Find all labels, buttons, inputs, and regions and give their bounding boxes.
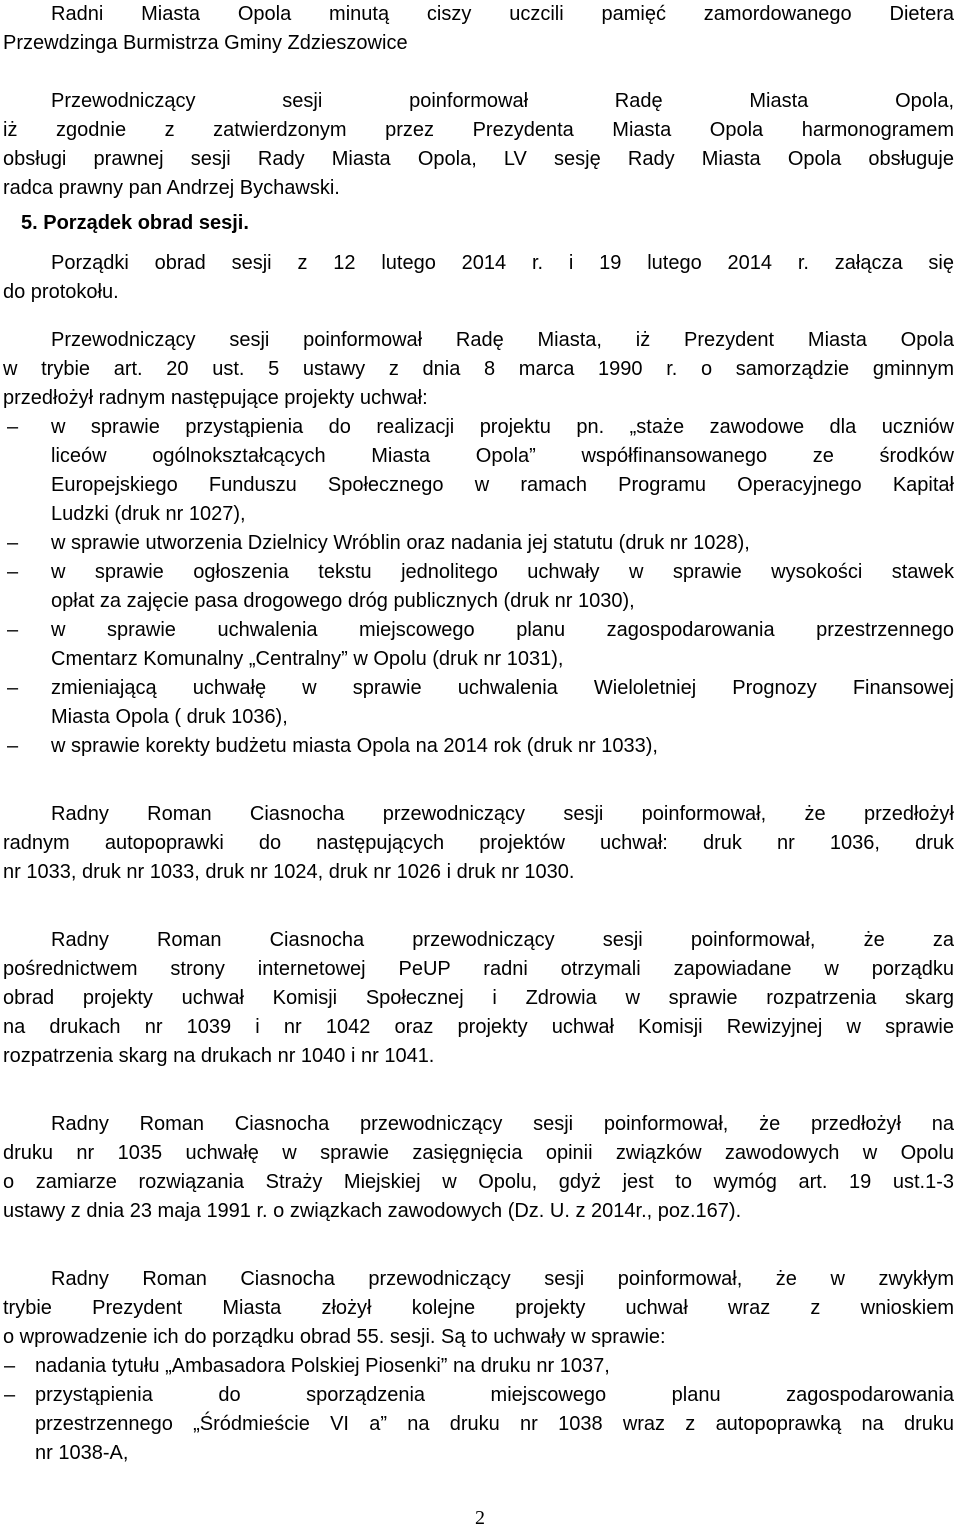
text-line: Radny Roman Ciasnocha przewodniczący sesji poinformował, że przedłożył na: [51, 1113, 954, 1135]
text-line: w sprawie uchwalenia miejscowego planu zagospodarowania przestrzennego: [51, 619, 954, 641]
text-line: Radny Roman Ciasnocha przewodniczący sesji poinformował, że w zwykłym: [51, 1268, 954, 1290]
blank-line: [3, 761, 954, 790]
text-line: rozpatrzenia skarg na drukach nr 1040 i nr 1041.: [3, 1045, 435, 1067]
dash-bullet: –: [7, 735, 19, 757]
text-line: radnym autopoprawki do następujących projektów uchwał: druk nr 1036, druk: [3, 832, 954, 854]
projects-list: [3, 413, 954, 761]
list-item: [3, 529, 954, 558]
dash-bullet: –: [7, 532, 19, 554]
text-line: druku nr 1035 uchwałę w sprawie zasięgnięcia opinii związków zawodowych w Opolu: [3, 1142, 954, 1164]
text-line: nr 1033, druk nr 1033, druk nr 1024, druk nr 1026 i druk nr 1030.: [3, 861, 575, 883]
blank-line: [3, 887, 954, 916]
text-line: Przewodniczący sesji poinformował Radę Miasta Opola,: [51, 90, 954, 112]
spacer: [3, 1100, 954, 1110]
list-item: [3, 674, 954, 732]
text-line: przestrzennego „Śródmieście VI a” na druku nr 1038 wraz z autopoprawką na druku: [35, 1413, 954, 1435]
text-line: Radny Roman Ciasnocha przewodniczący sesji poinformował, że przedłożył: [51, 803, 954, 825]
list-item: [3, 1381, 954, 1468]
text-line: ustawy z dnia 23 maja 1991 r. o związkach zawodowych (Dz. U. z 2014r., poz.167).: [3, 1200, 742, 1222]
text-line: nr 1038-A,: [35, 1442, 129, 1464]
dash-bullet: –: [4, 1355, 16, 1377]
projects-intro-paragraph: [3, 326, 954, 413]
text-line: obrad projekty uchwał Komisji Społecznej i Zdrowia w sprawie rozpatrzenia skarg: [3, 987, 954, 1009]
complaints-paragraph: [3, 926, 954, 1071]
text-line: do protokołu.: [3, 281, 119, 303]
text-line: Cmentarz Komunalny „Centralny” w Opolu (druk nr 1031),: [51, 648, 564, 670]
text-line: radca prawny pan Andrzej Bychawski.: [3, 177, 340, 199]
list-item: [3, 1352, 954, 1381]
text-line: w sprawie utworzenia Dzielnicy Wróblin oraz nadania jej statutu (druk nr 1028),: [51, 532, 750, 554]
text-line: w sprawie korekty budżetu miasta Opola na 2014 rok (druk nr 1033),: [51, 735, 658, 757]
text-line: pośrednictwem strony internetowej PeUP radni otrzymali zapowiadane w porządku: [3, 958, 954, 980]
text-line: zmieniającą uchwałę w sprawie uchwalenia Wieloletniej Prognozy Finansowej: [51, 677, 954, 699]
new-projects-list: [3, 1352, 954, 1468]
text-line: przystąpienia do sporządzenia miejscowego planu zagospodarowania: [35, 1384, 954, 1406]
blank-line: [3, 1226, 954, 1255]
text-line: Przewdzinga Burmistrza Gminy Zdzieszowice: [3, 32, 408, 54]
spacer: [3, 790, 954, 800]
page-number: 2: [475, 1507, 485, 1529]
text-line: Przewodniczący sesji poinformował Radę Miasta, iż Prezydent Miasta Opola: [51, 329, 954, 351]
text-line: na drukach nr 1039 i nr 1042 oraz projekty uchwał Komisji Rewizyjnej w sprawie: [3, 1016, 954, 1038]
text-line: liceów ogólnokształcących Miasta Opola” współfinansowanego ze środków: [51, 445, 954, 467]
text-line: Ludzki (druk nr 1027),: [51, 503, 246, 525]
text-line: nadania tytułu „Ambasadora Polskiej Piosenki” na druku nr 1037,: [35, 1355, 610, 1377]
text-line: przedłożył radnym następujące projekty uchwał:: [3, 387, 428, 409]
agenda-note-paragraph: [3, 249, 954, 307]
dash-bullet: –: [7, 619, 19, 641]
text-line: Radny Roman Ciasnocha przewodniczący sesji poinformował, że za: [51, 929, 954, 951]
dash-bullet: –: [7, 677, 19, 699]
text-line: opłat za zajęcie pasa drogowego dróg publicznych (druk nr 1030),: [51, 590, 635, 612]
text-line: Radni Miasta Opola minutą ciszy uczcili pamięć zamordowanego Dietera: [51, 3, 954, 25]
text-line: iż zgodnie z zatwierdzonym przez Prezydenta Miasta Opola harmonogramem: [3, 119, 954, 141]
text-line: trybie Prezydent Miasta złożył kolejne projekty uchwał wraz z wnioskiem: [3, 1297, 954, 1319]
text-line: o zamiarze rozwiązania Straży Miejskiej w Opolu, gdyż jest to wymóg art. 19 ust.1-3: [3, 1171, 954, 1193]
text-line: o wprowadzenie ich do porządku obrad 55. sesji. Są to uchwały w sprawie:: [3, 1326, 666, 1348]
dash-bullet: –: [7, 416, 19, 438]
new-projects-paragraph: [3, 1265, 954, 1352]
straz-paragraph: [3, 1110, 954, 1226]
text-line: w trybie art. 20 ust. 5 ustawy z dnia 8 marca 1990 r. o samorządzie gminnym: [3, 358, 954, 380]
dash-bullet: –: [4, 1384, 16, 1406]
text-line: obsługi prawnej sesji Rady Miasta Opola, LV sesję Rady Miasta Opola obsługuje: [3, 148, 954, 170]
section-heading: 5. Porządek obrad sesji.: [21, 212, 249, 234]
list-item: [3, 732, 954, 761]
legal-note-paragraph: [3, 87, 954, 203]
list-item: [3, 558, 954, 616]
list-item: [3, 616, 954, 674]
text-line: Miasta Opola ( druk 1036),: [51, 706, 288, 728]
text-line: Porządki obrad sesji z 12 lutego 2014 r. i 19 lutego 2014 r. załącza się: [51, 252, 954, 274]
text-line: w sprawie przystąpienia do realizacji projektu pn. „staże zawodowe dla uczniów: [51, 416, 954, 438]
dash-bullet: –: [7, 561, 19, 583]
blank-line: [3, 1071, 954, 1100]
text-line: w sprawie ogłoszenia tekstu jednolitego uchwały w sprawie wysokości stawek: [51, 561, 954, 583]
autopoprawki-paragraph: [3, 800, 954, 887]
blank-line: [3, 58, 954, 87]
text-line: Europejskiego Funduszu Społecznego w ramach Programu Operacyjnego Kapitał: [51, 474, 954, 496]
spacer: [3, 916, 954, 926]
spacer: [3, 1255, 954, 1265]
list-item: [3, 413, 954, 529]
intro-paragraph: [3, 0, 954, 58]
spacer: [3, 307, 954, 326]
